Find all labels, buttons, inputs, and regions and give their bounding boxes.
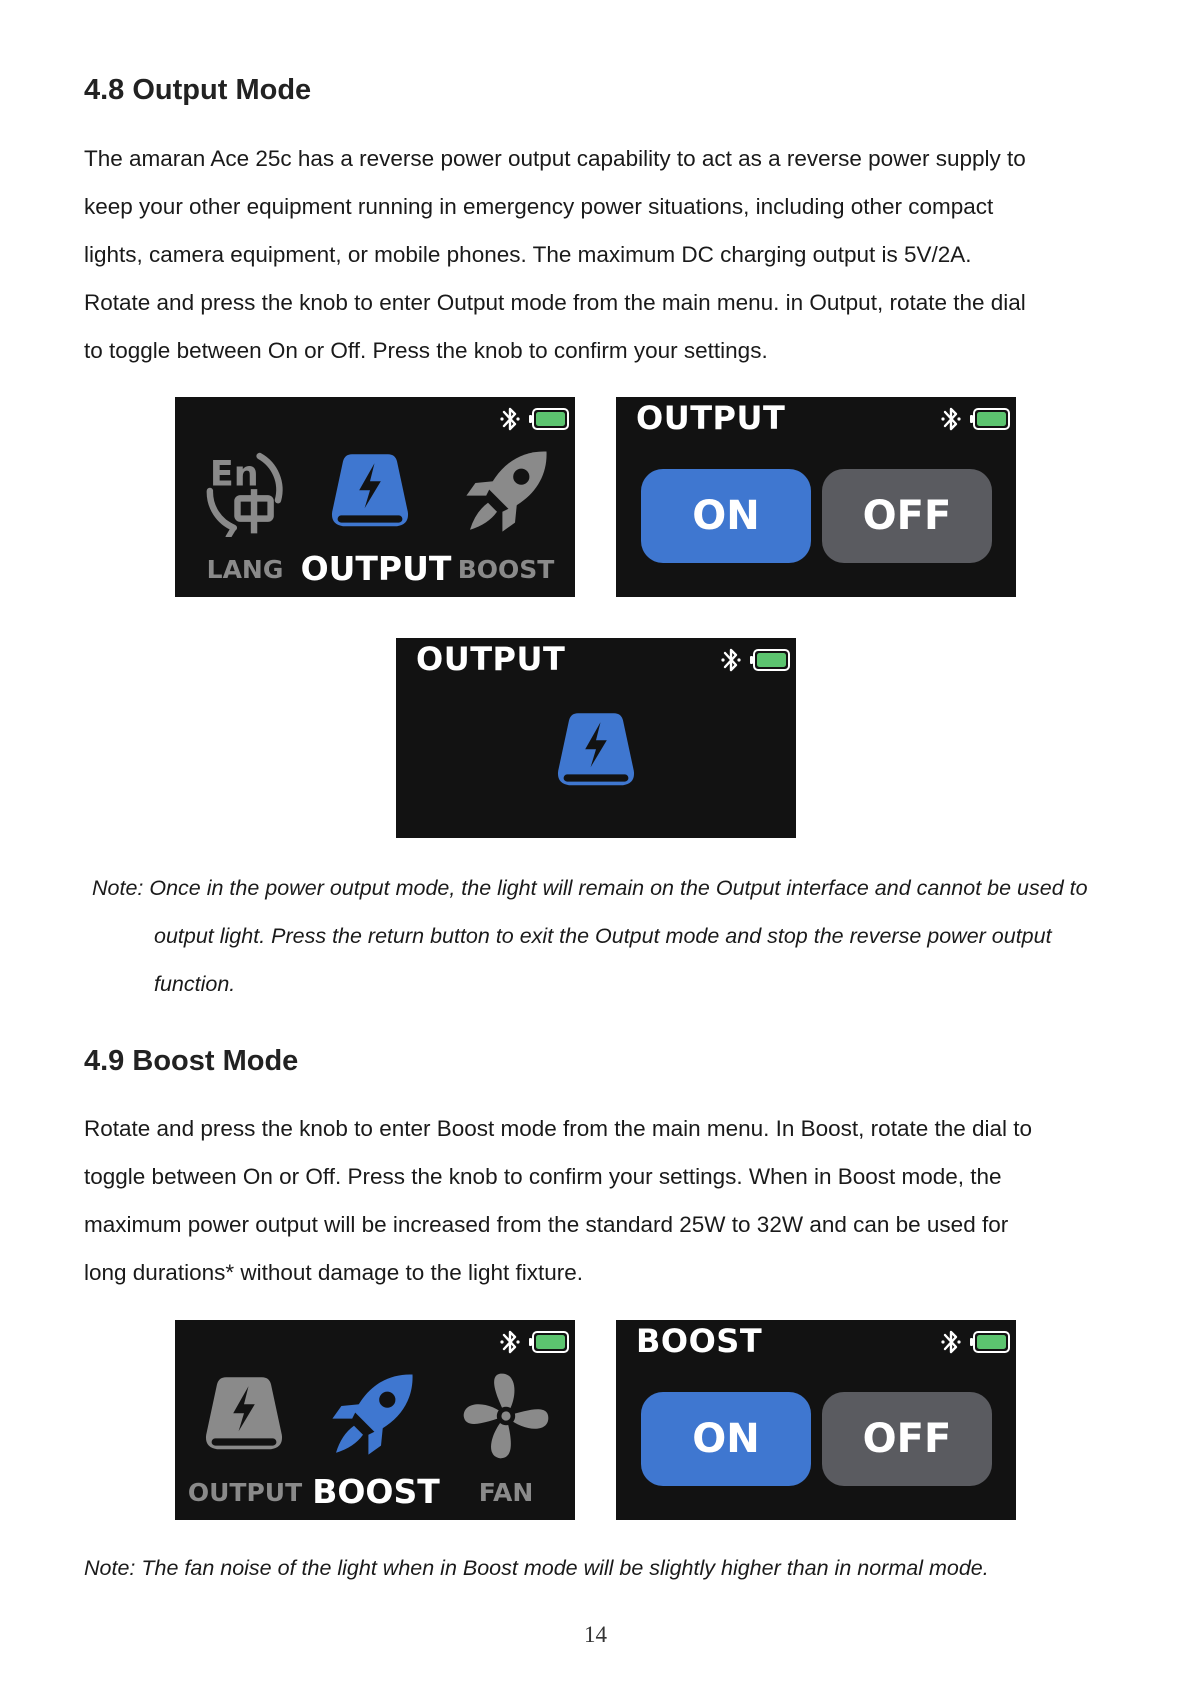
battery-icon — [750, 649, 790, 671]
status-bar — [940, 1328, 1010, 1356]
output-icon — [551, 706, 641, 796]
status-bar — [499, 405, 569, 433]
fan-icon — [460, 1370, 552, 1462]
off-option: OFF — [822, 469, 992, 563]
screen-output-active — [396, 638, 796, 838]
battery-icon — [970, 408, 1010, 430]
paragraph-line: Rotate and press the knob to enter Output mode from the main menu. in Output, rotate the dial — [84, 290, 1026, 315]
menu-label-output: OUTPUT — [300, 549, 452, 588]
paragraph-line: Rotate and press the knob to enter Boost mode from the main menu. In Boost, rotate the dial to — [84, 1116, 1033, 1141]
paragraph-line: keep your other equipment running in emergency power situations, including other compact — [84, 194, 994, 219]
bluetooth-icon — [499, 1328, 521, 1356]
menu-label-output: OUTPUT — [187, 1478, 303, 1507]
paragraph-line: lights, camera equipment, or mobile phones. The maximum DC charging output is 5V/2A. — [84, 242, 972, 267]
output-mode-paragraph — [84, 135, 1106, 375]
paragraph-line: The amaran Ace 25c has a reverse power output capability to act as a reverse power supply to — [84, 146, 1026, 171]
status-bar — [940, 405, 1010, 433]
screen-output-toggle — [616, 397, 1016, 597]
paragraph-line: long durations* without damage to the light fixture. — [84, 1260, 584, 1285]
bluetooth-icon — [720, 646, 742, 674]
bluetooth-icon — [499, 405, 521, 433]
paragraph-line: toggle between On or Off. Press the knob to confirm your settings. When in Boost mode, the — [84, 1164, 1002, 1189]
screen-title: BOOST — [636, 1322, 763, 1360]
battery-icon — [970, 1331, 1010, 1353]
status-bar — [499, 1328, 569, 1356]
page-number: 14 — [584, 1622, 607, 1647]
output-icon — [325, 447, 415, 537]
menu-label-boost: BOOST — [312, 1472, 440, 1511]
language-icon — [197, 445, 289, 537]
screen-title: OUTPUT — [636, 399, 786, 437]
off-option: OFF — [822, 1392, 992, 1486]
output-mode-note — [92, 864, 1132, 1008]
section-heading-boost-mode: 4.9 Boost Mode — [84, 1045, 299, 1077]
menu-label-lang: LANG — [206, 555, 284, 584]
bluetooth-icon — [940, 405, 962, 433]
screen-title: OUTPUT — [416, 640, 566, 678]
rocket-icon — [327, 1370, 417, 1460]
note-line: Note: Once in the power output mode, the light will remain on the Output interface and cannot be used to — [92, 876, 1088, 900]
output-icon — [199, 1370, 289, 1460]
boost-mode-note: Note: The fan noise of the light when in Boost mode will be slightly higher than in normal mode. — [84, 1556, 989, 1580]
on-option: ON — [641, 469, 811, 563]
status-bar — [720, 646, 790, 674]
on-option: ON — [641, 1392, 811, 1486]
screen-main-menu-boost — [175, 1320, 575, 1520]
screen-main-menu-output — [175, 397, 575, 597]
note-line: function. — [154, 972, 236, 996]
boost-mode-paragraph — [84, 1105, 1106, 1297]
paragraph-line: maximum power output will be increased from the standard 25W to 32W and can be used for — [84, 1212, 1009, 1237]
battery-icon — [529, 408, 569, 430]
battery-icon — [529, 1331, 569, 1353]
rocket-icon — [461, 447, 551, 537]
screen-boost-toggle — [616, 1320, 1016, 1520]
menu-label-boost: BOOST — [457, 555, 555, 584]
bluetooth-icon — [940, 1328, 962, 1356]
paragraph-line: to toggle between On or Off. Press the knob to confirm your settings. — [84, 338, 768, 363]
menu-label-fan: FAN — [478, 1478, 534, 1507]
section-heading-output-mode: 4.8 Output Mode — [84, 74, 312, 106]
note-line: output light. Press the return button to exit the Output mode and stop the reverse power output — [154, 924, 1052, 948]
